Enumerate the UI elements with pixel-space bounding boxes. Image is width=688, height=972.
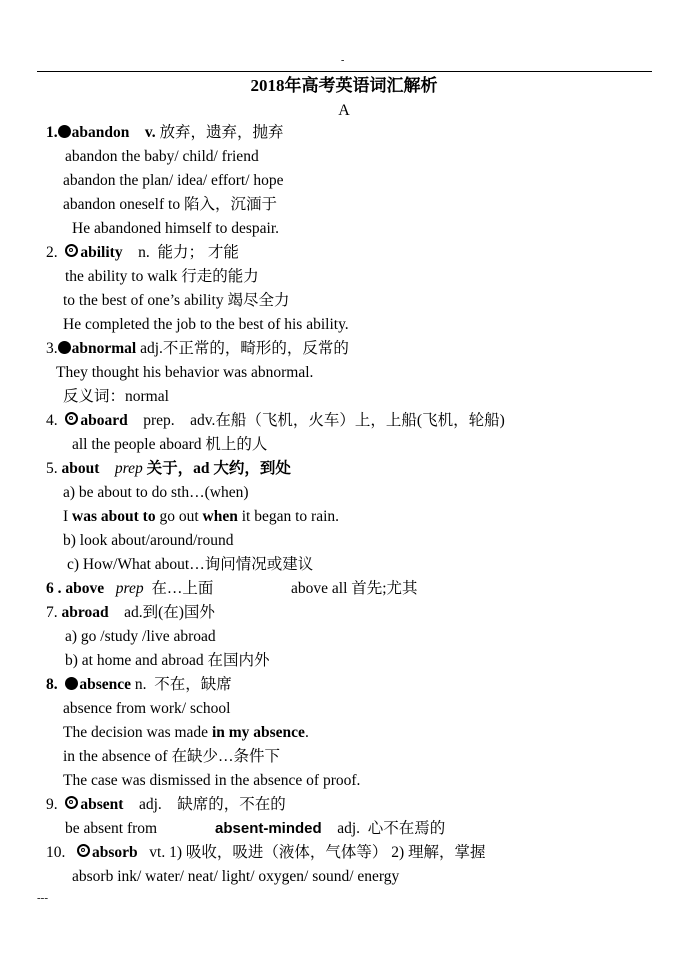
entry-meaning: ad.到(在)国外: [124, 604, 215, 621]
entry-word: abnormal: [71, 340, 137, 357]
entry-10-headline: [46, 842, 486, 864]
entry-8-line: absence from work/ school: [63, 700, 231, 717]
entry-10-line: absorb ink/ water/ neat/ light/ oxygen/ sound/ energy: [72, 868, 400, 885]
entry-meaning: 缺席的，不在的: [177, 796, 286, 813]
entry-number: 3.: [46, 340, 58, 357]
entry-pos: v.: [144, 124, 156, 141]
entry-word: aboard: [80, 412, 128, 429]
entry-4-headline: [46, 410, 505, 432]
double-circle-icon: [65, 244, 78, 257]
entry-word: about: [61, 460, 100, 477]
entry-pos: n.: [138, 244, 150, 261]
entry-number: 1.: [46, 124, 58, 141]
example-text: go out: [155, 508, 203, 525]
entry-3-headline: [46, 338, 349, 360]
entry-8-headline: [46, 674, 232, 696]
entry-4-line: all the people aboard 机上的人: [72, 436, 268, 453]
entry-6-extra: above all 首先;尤其: [291, 580, 418, 597]
entry-meaning: 1) 吸收，吸进（液体，气体等） 2) 理解，掌握: [169, 844, 486, 861]
entry-9-line: be absent from: [65, 820, 158, 837]
page-title: 2018年高考英语词汇解析: [250, 76, 438, 95]
entry-word: abandon: [71, 124, 130, 141]
example-text: I: [63, 508, 73, 525]
entry-8-example: [63, 722, 309, 744]
entry-word: above: [65, 580, 105, 597]
entry-meaning: 放弃，遗弃，抛弃: [159, 124, 284, 141]
entry-meaning: adj.不正常的，畸形的，反常的: [140, 340, 349, 357]
example-text: The decision was made: [63, 724, 212, 741]
entry-5-line: b) look about/around/round: [63, 532, 234, 549]
entry-pos: prep: [115, 580, 144, 597]
footer-mark: ---: [37, 892, 48, 904]
entry-2-line: He completed the job to the best of his ability.: [63, 316, 349, 333]
entry-meaning: adv.在船（飞机，火车）上，上船(飞机，轮船): [190, 412, 505, 429]
compound-meaning: 心不在焉的: [367, 820, 446, 837]
example-bold: was about to: [72, 508, 156, 525]
entry-1-line: abandon the baby/ child/ friend: [65, 148, 259, 165]
section-letter: A: [338, 102, 350, 119]
entry-number: 7.: [46, 604, 58, 621]
entry-pos: adj.: [138, 796, 162, 813]
double-circle-icon: [65, 412, 78, 425]
example-bold: in my absence: [211, 724, 305, 741]
example-text: it began to rain.: [237, 508, 340, 525]
header-rule: [37, 71, 652, 72]
compound-word: absent-minded: [215, 820, 322, 837]
entry-number: 8.: [46, 676, 58, 693]
entry-word: abroad: [61, 604, 109, 621]
entry-3-line: 反义词：normal: [63, 388, 169, 405]
entry-pos: prep: [114, 460, 143, 477]
entry-2-line: the ability to walk 行走的能力: [65, 268, 259, 285]
double-circle-icon: [65, 796, 78, 809]
entry-1-line: abandon the plan/ idea/ effort/ hope: [63, 172, 284, 189]
entry-word: ability: [80, 244, 123, 261]
entry-number: 5.: [46, 460, 58, 477]
entry-8-line: in the absence of 在缺少…条件下: [63, 748, 280, 765]
entry-word: absent: [80, 796, 124, 813]
entry-3-line: They thought his behavior was abnormal.: [56, 364, 314, 381]
entry-9-headline: [46, 794, 286, 816]
entry-number: 4.: [46, 412, 58, 429]
entry-9-compound: [215, 818, 445, 840]
entry-1-line: abandon oneself to 陷入，沉湎于: [63, 196, 277, 213]
entry-meaning: 关于，ad 大约，到处: [146, 460, 291, 477]
entry-1-line: He abandoned himself to despair.: [72, 220, 280, 237]
entry-word: absence: [79, 676, 132, 693]
entry-6-headline: [46, 578, 213, 600]
entry-5-headline: [46, 458, 291, 480]
entry-5-example: [63, 506, 339, 528]
filled-circle-icon: [58, 341, 71, 354]
entry-number: 2.: [46, 244, 58, 261]
entry-2-line: to the best of one’s ability 竭尽全力: [63, 292, 290, 309]
entry-2-headline: [46, 242, 239, 264]
entry-7-line: b) at home and abroad 在国内外: [65, 652, 270, 669]
entry-pos: vt.: [149, 844, 166, 861]
entry-pos: prep.: [143, 412, 175, 429]
entry-number: 6 .: [46, 580, 62, 597]
entry-7-line: a) go /study /live abroad: [65, 628, 216, 645]
entry-meaning: 能力； 才能: [157, 244, 239, 261]
entry-5-line: a) be about to do sth…(when): [63, 484, 249, 501]
entry-5-line: c) How/What about…询问情况或建议: [67, 556, 314, 573]
filled-circle-icon: [65, 677, 78, 690]
double-circle-icon: [77, 844, 90, 857]
header-mark: -: [341, 55, 345, 66]
example-text: .: [304, 724, 309, 741]
filled-circle-icon: [58, 125, 71, 138]
entry-number: 9.: [46, 796, 58, 813]
entry-number: 10.: [46, 844, 66, 861]
compound-pos: adj.: [337, 820, 360, 837]
entry-7-headline: [46, 602, 215, 624]
example-bold: when: [202, 508, 238, 525]
entry-8-line: The case was dismissed in the absence of proof.: [63, 772, 361, 789]
entry-1-headline: [46, 122, 284, 144]
entry-word: absorb: [92, 844, 138, 861]
entry-meaning: 不在，缺席: [154, 676, 232, 693]
entry-pos: n.: [134, 676, 147, 693]
entry-meaning: 在…上面: [151, 580, 214, 597]
